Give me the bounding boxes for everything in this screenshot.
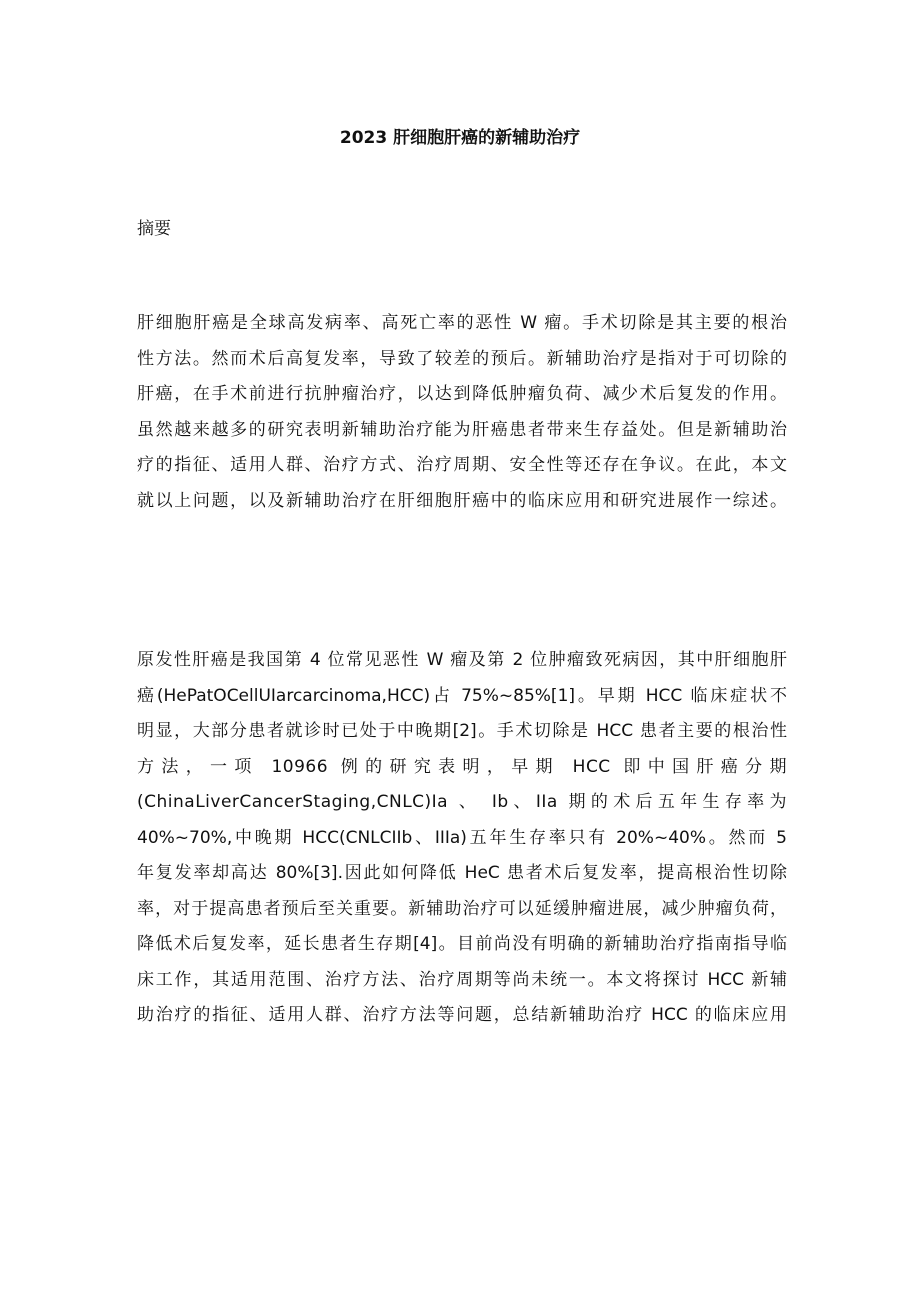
text-line: 虽然越来越多的研究表明新辅助治疗能为肝癌患者带来生存益处。但是新辅助治 (137, 419, 787, 440)
text-line: 癌(HePatOCellUIarcarcinoma,HCC)占 75%~85%[1]。早期 HCC 临床症状不 (137, 685, 787, 706)
text-line: 40%~70%,中晚期 HCC(CNLCIIb、IIIa)五年生存率只有 20%~40%。然而 5 (137, 827, 787, 848)
intro-paragraph (137, 643, 787, 1034)
text-line: 年复发率却高达 80%[3].因此如何降低 HeC 患者术后复发率，提高根治性切除 (137, 863, 787, 883)
text-line: 性方法。然而术后高复发率，导致了较差的预后。新辅助治疗是指对于可切除的 (137, 348, 787, 369)
text-line: 就以上问题，以及新辅助治疗在肝细胞肝癌中的临床应用和研究进展作一综述。 (137, 490, 787, 511)
text-line: (ChinaLiverCancerStaging,CNLC)Ia 、 Ib、IIa 期的术后五年生存率为 (137, 792, 787, 812)
abstract-heading: 摘要 (137, 219, 171, 239)
document-title: 2023 肝细胞肝癌的新辅助治疗 (339, 128, 581, 148)
text-line: 方法，一项 10966 例的研究表明，早期 HCC 即中国肝癌分期 (137, 756, 787, 777)
text-line: 降低术后复发率，延长患者生存期[4]。目前尚没有明确的新辅助治疗指南指导临 (137, 934, 787, 954)
text-line: 明显，大部分患者就诊时已处于中晚期[2]。手术切除是 HCC 患者主要的根治性 (137, 721, 787, 741)
text-line: 助治疗的指征、适用人群、治疗方法等问题，总结新辅助治疗 HCC 的临床应用 (137, 1005, 787, 1025)
abstract-paragraph (137, 306, 787, 519)
text-line: 疗的指征、适用人群、治疗方式、治疗周期、安全性等还存在争议。在此，本文 (137, 455, 787, 475)
text-line: 床工作，其适用范围、治疗方法、治疗周期等尚未统一。本文将探讨 HCC 新辅 (137, 969, 787, 990)
text-line: 肝癌，在手术前进行抗肿瘤治疗，以达到降低肿瘤负荷、减少术后复发的作用。 (137, 384, 787, 404)
text-line: 肝细胞肝癌是全球高发病率、高死亡率的恶性 W 瘤。手术切除是其主要的根治 (137, 313, 787, 333)
text-line: 原发性肝癌是我国第 4 位常见恶性 W 瘤及第 2 位肿瘤致死病因，其中肝细胞肝 (137, 650, 787, 670)
text-line: 率，对于提高患者预后至关重要。新辅助治疗可以延缓肿瘤进展，减少肿瘤负荷， (137, 898, 787, 919)
